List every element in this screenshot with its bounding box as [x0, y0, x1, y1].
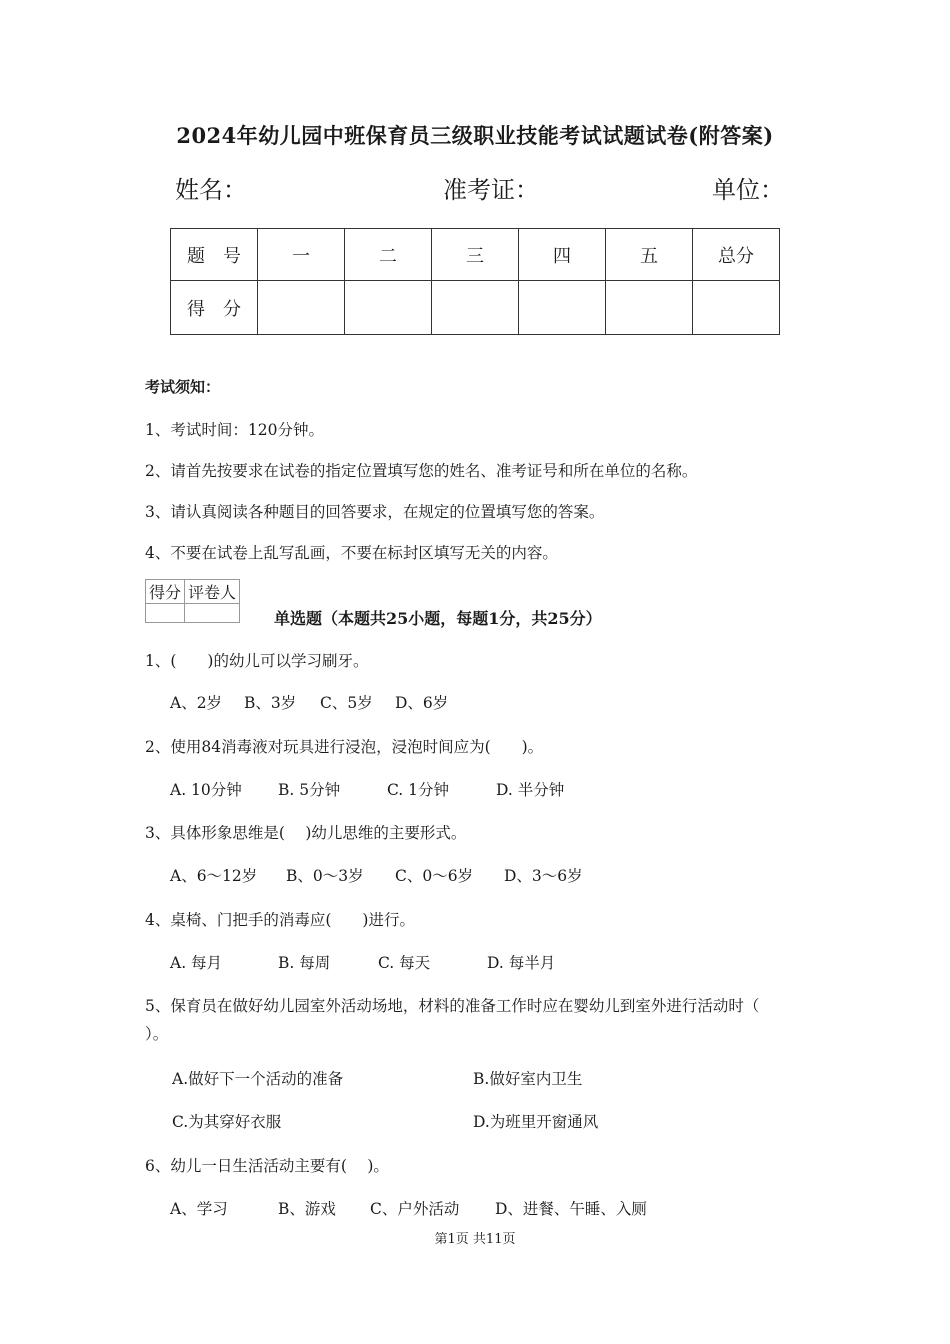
question-stem: 6、幼儿一日生活活动主要有( )。 — [145, 1157, 389, 1175]
question-stem: 4、桌椅、门把手的消毒应( )进行。 — [145, 911, 415, 929]
notice-item: 1、考试时间：120分钟。 — [145, 421, 324, 439]
score-table-col-3: 三 — [432, 229, 519, 281]
question-option: B、3岁 — [244, 694, 297, 712]
question-option: D、3～6岁 — [504, 867, 583, 885]
score-table-col-total: 总分 — [693, 229, 780, 281]
score-cell — [345, 281, 432, 335]
question-option: C. 1分钟 — [387, 781, 450, 799]
score-cell — [432, 281, 519, 335]
name-field-label: 姓名： — [175, 176, 247, 204]
question-option: C. 每天 — [378, 954, 431, 972]
unit-field-label: 单位： — [712, 176, 784, 204]
question-option: D. 每半月 — [487, 954, 556, 972]
grader-box-grader-cell — [185, 604, 240, 623]
question-option: A、学习 — [170, 1200, 228, 1218]
question-option: D、进餐、午睡、入厕 — [495, 1200, 647, 1218]
question-option: C、5岁 — [320, 694, 373, 712]
question-option: B. 5分钟 — [278, 781, 341, 799]
score-table-score-row — [171, 281, 780, 335]
notice-item: 2、请首先按要求在试卷的指定位置填写您的姓名、准考证号和所在单位的名称。 — [145, 462, 698, 480]
question-option: A. 每月 — [170, 954, 223, 972]
question-stem: 2、使用84消毒液对玩具进行浸泡，浸泡时间应为( )。 — [145, 738, 544, 756]
question-option: A、2岁 — [170, 694, 223, 712]
score-cell — [519, 281, 606, 335]
score-cell — [606, 281, 693, 335]
question-option: D.为班里开窗通风 — [473, 1113, 599, 1131]
notice-heading: 考试须知： — [145, 378, 221, 396]
score-table — [170, 228, 780, 335]
question-stem-continuation: ）。 — [145, 1025, 169, 1043]
question-stem: 1、( )的幼儿可以学习刷牙。 — [145, 652, 369, 670]
grader-box-grader-label: 评卷人 — [185, 580, 240, 604]
question-option: B、游戏 — [278, 1200, 336, 1218]
question-stem: 5、保育员在做好幼儿园室外活动场地，材料的准备工作时应在婴幼儿到室外进行活动时（ — [145, 997, 760, 1015]
question-option: D、6岁 — [395, 694, 449, 712]
score-table-col-4: 四 — [519, 229, 606, 281]
question-option: C、户外活动 — [370, 1200, 460, 1218]
grader-box-score-label: 得分 — [146, 580, 185, 604]
question-option: D. 半分钟 — [496, 781, 565, 799]
score-cell — [258, 281, 345, 335]
score-table-col-2: 二 — [345, 229, 432, 281]
question-stem: 3、具体形象思维是( )幼儿思维的主要形式。 — [145, 824, 467, 842]
question-option: B、0～3岁 — [286, 867, 364, 885]
question-option: B. 每周 — [278, 954, 331, 972]
score-table-label-question-no: 题 号 — [171, 229, 258, 281]
exam-title: 2024年幼儿园中班保育员三级职业技能考试试题试卷(附答案) — [176, 123, 774, 148]
question-option: B.做好室内卫生 — [473, 1070, 583, 1088]
question-option: A. 10分钟 — [170, 781, 242, 799]
score-table-col-1: 一 — [258, 229, 345, 281]
question-option: A、6～12岁 — [170, 867, 258, 885]
exam-number-field-label: 准考证： — [443, 176, 539, 204]
question-option: C.为其穿好衣服 — [172, 1113, 282, 1131]
question-option: C、0～6岁 — [395, 867, 474, 885]
section-title: 单选题（本题共25小题，每题1分，共25分） — [274, 609, 602, 628]
score-table-col-5: 五 — [606, 229, 693, 281]
grader-box — [145, 579, 240, 623]
score-table-header-row — [171, 229, 780, 281]
grader-box-score-cell — [146, 604, 185, 623]
score-table-label-score: 得 分 — [171, 281, 258, 335]
notice-item: 4、不要在试卷上乱写乱画，不要在标封区填写无关的内容。 — [145, 544, 558, 562]
notice-item: 3、请认真阅读各种题目的回答要求，在规定的位置填写您的答案。 — [145, 503, 605, 521]
question-option: A.做好下一个活动的准备 — [172, 1070, 344, 1088]
score-cell — [693, 281, 780, 335]
page-footer: 第1页 共11页 — [434, 1232, 516, 1247]
